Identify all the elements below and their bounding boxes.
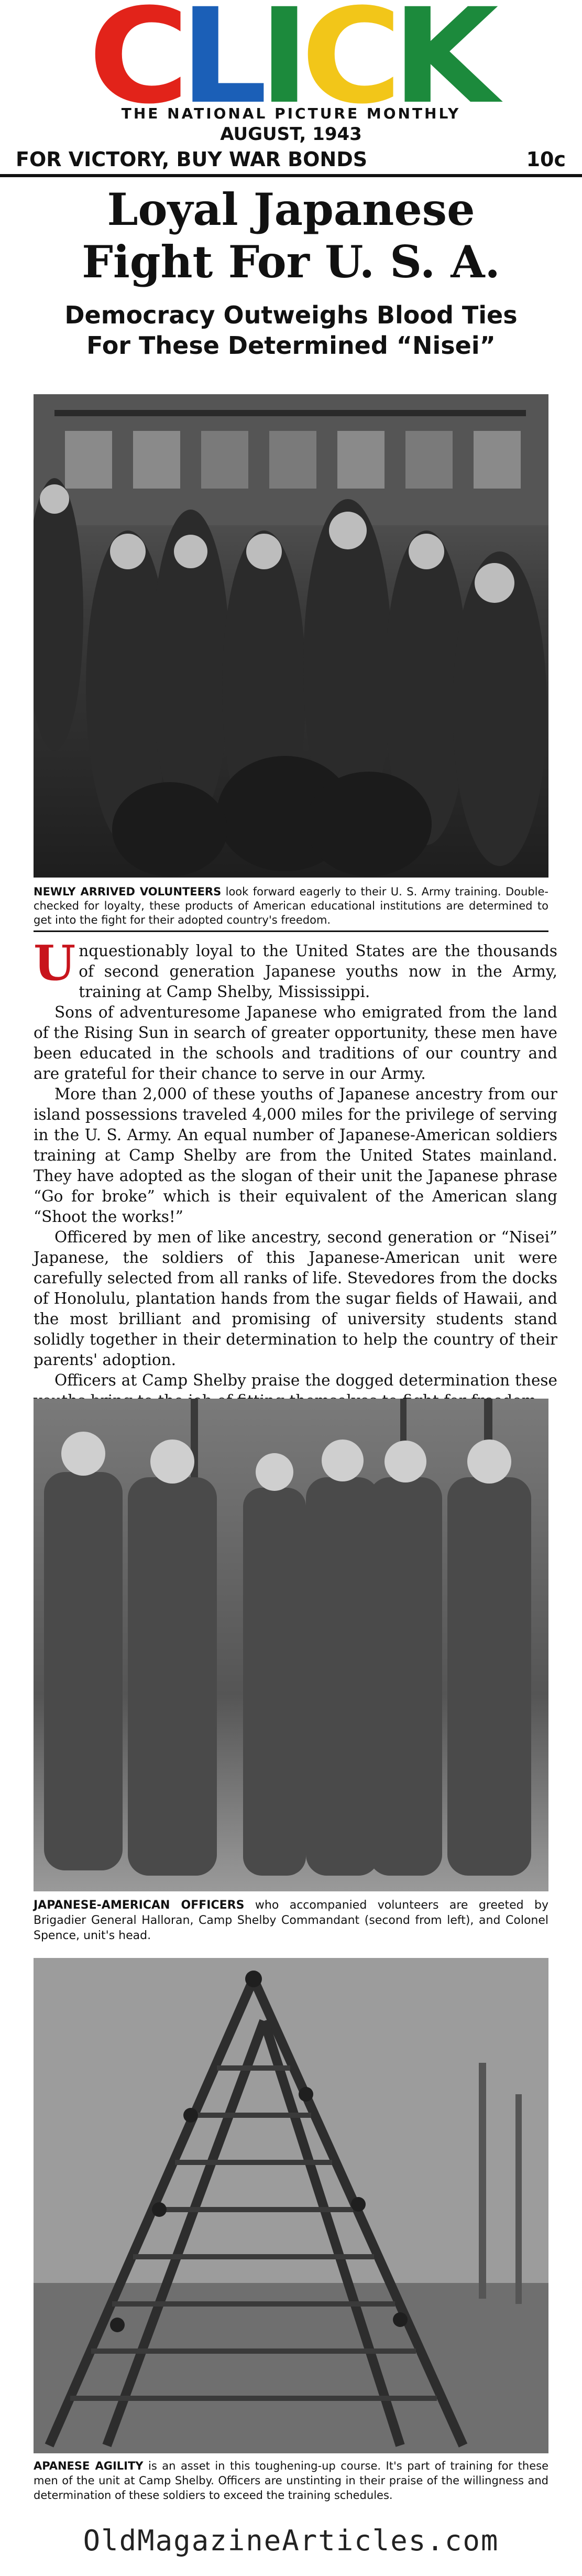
officers-caption <box>34 1898 548 1943</box>
body-paragraph: Sons of adventuresome Japanese who emigrated from the land of the Rising Sun in search of greater opportunity, these men have been educated in the schools and traditions of our country and are grateful for their chance to serve in our Army. <box>34 1003 557 1083</box>
agility-caption <box>34 2459 548 2503</box>
headline-line-1: Loyal Japanese <box>107 183 475 235</box>
volunteers-photo-image <box>34 394 548 878</box>
body-paragraph: More than 2,000 of these youths of Japanese ancestry from our island possessions traveled 4,000 miles for the privilege of serving in the U. S. Army. An equal number of Japanese-American soldiers training at Camp Shelby are from the United States mainland. They have adopted as the slogan of their unit the Japanese phrase “Go for broke” which is their equivalent of the American slang “Shoot the works!” <box>34 1085 557 1226</box>
article-subhead <box>0 300 582 361</box>
caption-lead: JAPANESE-AMERICAN OFFICERS <box>34 1899 245 1912</box>
masthead-rule <box>0 174 582 177</box>
masthead <box>0 0 582 171</box>
article-headline <box>0 183 582 288</box>
headline-line-2: Fight For U. S. A. <box>82 236 500 288</box>
logo-letter: L <box>180 0 262 133</box>
article-body <box>34 935 557 1411</box>
masthead-slogan-row <box>16 148 566 171</box>
logo-letter: C <box>89 0 184 133</box>
caption-rule <box>34 930 548 932</box>
logo-letter: K <box>392 0 493 133</box>
site-watermark: OldMagazineArticles.com <box>83 2524 499 2557</box>
issue-price: 10c <box>526 148 566 171</box>
body-paragraph: Officered by men of like ancestry, second generation or “Nisei” Japanese, the soldiers of this Japanese-American unit were carefully selected from all ranks of life. Stevedores from the docks of Honolulu, plantation hands from the sugar fields of Hawaii, and the most brilliant and promising of university students stand solidly together in their determination to help the country of their parents' adoption. <box>34 1228 557 1369</box>
drop-cap: U <box>34 935 76 991</box>
body-paragraph: Unquestionably loyal to the United States are the thousands of second generation Japanese youths now in the Army, training at Camp Shelby, Mississippi. <box>34 935 557 1001</box>
volunteers-photo <box>34 394 548 878</box>
caption-lead: APANESE AGILITY <box>34 2460 144 2472</box>
body-paragraph: Officers at Camp Shelby praise the dogged determination these <box>54 1371 557 1389</box>
subhead-line-2: For These Determined “Nisei” <box>86 331 496 360</box>
logo-letter: I <box>259 0 305 133</box>
issue-date: AUGUST, 1943 <box>220 124 362 145</box>
officers-photo-image <box>34 1399 548 1891</box>
agility-photo <box>34 1958 548 2453</box>
war-bonds-slogan: FOR VICTORY, BUY WAR BONDS <box>16 148 368 171</box>
caption-text: is an asset in this toughening-up course. It's part of training for these men of the unit at Camp Shelby. Officers are unstinting in their praise of the willingness and determination of these soldiers to exceed the training schedules. <box>34 2460 548 2502</box>
caption-lead: NEWLY ARRIVED VOLUNTEERS <box>34 885 222 898</box>
subhead-line-1: Democracy Outweighs Blood Ties <box>64 301 518 329</box>
agility-photo-image <box>34 1958 548 2453</box>
masthead-tagline: THE NATIONAL PICTURE MONTHLY <box>121 105 461 122</box>
logo-letter: C <box>301 0 397 133</box>
officers-photo <box>34 1399 548 1891</box>
caption-text: look forward eagerly to their U. S. Army training. Double-checked for loyalty, these products of American educational institutions are determined to get into the fight for their adopted country's freedom. <box>34 885 548 926</box>
caption-text: who accompanied volunteers are greeted by Brigadier General Halloran, Camp Shelby Commandant (second from left), and Colonel Spence, unit's head. <box>34 1899 548 1942</box>
volunteers-caption <box>34 885 548 927</box>
